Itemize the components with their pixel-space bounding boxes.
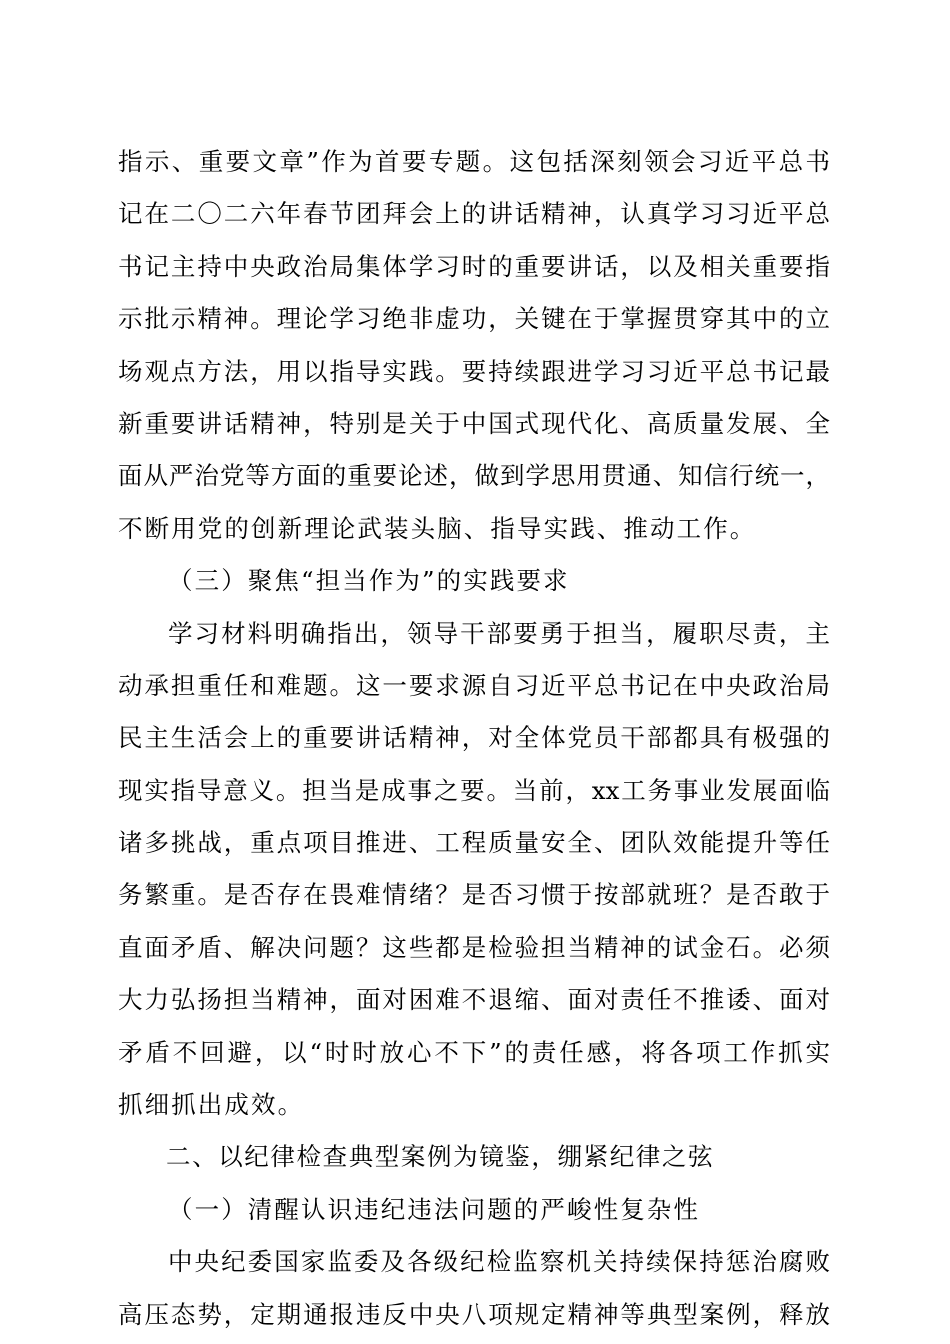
body-line: 场观点方法，用以指导实践。要持续跟进学习习近平总书记最 xyxy=(118,356,830,386)
body-line: 务繁重。是否存在畏难情绪？是否习惯于按部就班？是否敢于 xyxy=(118,880,830,910)
body-line: 示批示精神。理论学习绝非虚功，关键在于掌握贯穿其中的立 xyxy=(118,304,830,334)
paragraph-first-line: 中央纪委国家监委及各级纪检监察机关持续保持惩治腐败 xyxy=(168,1247,830,1277)
body-line: 矛盾不回避，以“时时放心不下”的责任感，将各项工作抓实 xyxy=(118,1037,830,1067)
body-line: 面从严治党等方面的重要论述，做到学思用贯通、知信行统一， xyxy=(118,461,830,491)
body-line: 动承担重任和难题。这一要求源自习近平总书记在中央政治局 xyxy=(118,670,830,700)
body-line: 高压态势，定期通报违反中央八项规定精神等典型案例，释放 xyxy=(118,1299,830,1329)
body-line: 诸多挑战，重点项目推进、工程质量安全、团队效能提升等任 xyxy=(118,828,830,858)
body-line: 记在二〇二六年春节团拜会上的讲话精神，认真学习习近平总 xyxy=(118,199,830,229)
body-line: 直面矛盾、解决问题？这些都是检验担当精神的试金石。必须 xyxy=(118,932,830,962)
body-line: 大力弘扬担当精神，面对困难不退缩、面对责任不推诿、面对 xyxy=(118,985,830,1015)
body-line: 现实指导意义。担当是成事之要。当前，xx工务事业发展面临 xyxy=(118,775,830,805)
body-line: 民主生活会上的重要讲话精神，对全体党员干部都具有极强的 xyxy=(118,723,830,753)
body-line: 不断用党的创新理论武装头脑、指导实践、推动工作。 xyxy=(118,513,757,543)
document-body xyxy=(118,136,830,1341)
section-subheading: （一）清醒认识违纪违法问题的严峻性复杂性 xyxy=(168,1194,700,1224)
section-heading: 二、以纪律检查典型案例为镜鉴，绷紧纪律之弦 xyxy=(166,1142,715,1172)
section-subheading: （三）聚焦“担当作为”的实践要求 xyxy=(168,566,570,596)
body-line: 抓细抓出成效。 xyxy=(118,1090,305,1120)
body-line: 指示、重要文章”作为首要专题。这包括深刻领会习近平总书 xyxy=(118,147,830,176)
body-line: 书记主持中央政治局集体学习时的重要讲话，以及相关重要指 xyxy=(118,251,830,281)
paragraph-first-line: 学习材料明确指出，领导干部要勇于担当，履职尽责，主 xyxy=(168,618,830,648)
body-line: 新重要讲话精神，特别是关于中国式现代化、高质量发展、全 xyxy=(118,408,830,438)
